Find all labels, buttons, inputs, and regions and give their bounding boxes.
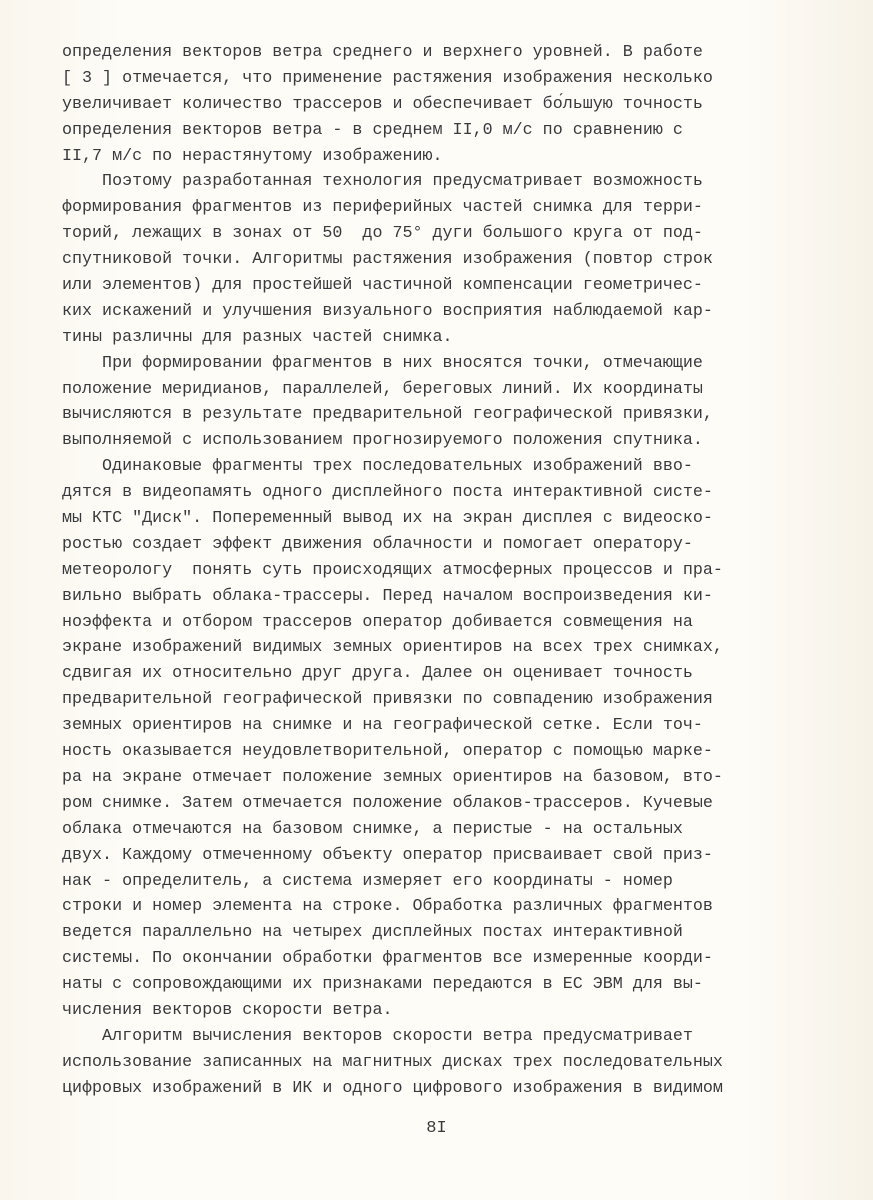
text-line: увеличивает количество трассеров и обеспечивает бо́льшую точность (62, 94, 703, 114)
text-line: цифровых изображений в ИК и одного цифрового изображения в видимом (62, 1078, 723, 1098)
text-line: земных ориентиров на снимке и на географической сетке. Если точ- (62, 716, 703, 736)
text-line: положение меридианов, параллелей, береговых линий. Их координаты (62, 379, 703, 399)
text-line: торий, лежащих в зонах от 50 до 75° дуги большого круга от под- (62, 224, 703, 244)
text-line: Алгоритм вычисления векторов скорости ветра предусматривает (62, 1026, 693, 1046)
text-line: Поэтому разработанная технология предусматривает возможность (62, 172, 703, 192)
text-line: [ 3 ] отмечается, что применение растяжения изображения несколько (62, 68, 713, 88)
text-line: ких искажений и улучшения визуального восприятия наблюдаемой кар- (62, 301, 713, 321)
text-line: облака отмечаются на базовом снимке, а перистые - на остальных (62, 819, 683, 839)
text-line: ность оказывается неудовлетворительной, оператор с помощью марке- (62, 742, 713, 762)
text-line: ведется параллельно на четырех дисплейных постах интерактивной (62, 923, 683, 943)
text-line: метеорологу понять суть происходящих атмосферных процессов и пра- (62, 560, 723, 580)
text-line: наты с сопровождающими их признаками передаются в ЕС ЭВМ для вы- (62, 975, 703, 995)
text-line: ноэффекта и отбором трассеров оператор добивается совмещения на (62, 612, 693, 632)
text-line: вычисляются в результате предварительной географической привязки, (62, 405, 713, 425)
text-line: При формировании фрагментов в них вносятся точки, отмечающие (62, 353, 703, 373)
page-number: 8I (426, 1119, 447, 1138)
text-line: нак - определитель, а система измеряет его координаты - номер (62, 871, 673, 891)
text-line: числения векторов скорости ветра. (62, 1000, 393, 1020)
text-line: двух. Каждому отмеченному объекту оператор присваивает свой приз- (62, 845, 713, 865)
text-line: II,7 м/с по нерастянутому изображению. (62, 146, 443, 166)
text-line: использование записанных на магнитных дисках трех последовательных (62, 1052, 723, 1072)
text-line: экране изображений видимых земных ориентиров на всех трех снимках, (62, 638, 723, 658)
text-line: мы КТС "Диск". Попеременный вывод их на экран дисплея с видеоско- (62, 509, 713, 529)
text-line: вильно выбрать облака-трассеры. Перед началом воспроизведения ки- (62, 586, 713, 606)
body-text (62, 40, 782, 1102)
text-line: спутниковой точки. Алгоритмы растяжения изображения (повтор строк (62, 250, 713, 270)
text-line: ром снимке. Затем отмечается положение облаков-трассеров. Кучевые (62, 793, 713, 813)
text-line: ра на экране отмечает положение земных ориентиров на базовом, вто- (62, 767, 723, 787)
text-line: ростью создает эффект движения облачности и помогает оператору- (62, 534, 693, 554)
text-line: тины различны для разных частей снимка. (62, 327, 453, 347)
text-line: определения векторов ветра - в среднем II,0 м/с по сравнению с (62, 120, 683, 140)
text-line: или элементов) для простейшей частичной компенсации геометричес- (62, 276, 703, 296)
text-line: Одинаковые фрагменты трех последовательных изображений вво- (62, 457, 693, 477)
text-line: дятся в видеопамять одного дисплейного поста интерактивной систе- (62, 483, 713, 503)
text-line: формирования фрагментов из периферийных частей снимка для терри- (62, 198, 703, 218)
text-line: сдвигая их относительно друг друга. Далее он оценивает точность (62, 664, 693, 684)
text-line: строки и номер элемента на строке. Обработка различных фрагментов (62, 897, 713, 917)
text-line: выполняемой с использованием прогнозируемого положения спутника. (62, 431, 703, 451)
text-line: определения векторов ветра среднего и верхнего уровней. В работе (62, 43, 703, 62)
text-line: системы. По окончании обработки фрагментов все измеренные коорди- (62, 949, 713, 969)
text-line: предварительной географической привязки по совпадению изображения (62, 690, 713, 710)
